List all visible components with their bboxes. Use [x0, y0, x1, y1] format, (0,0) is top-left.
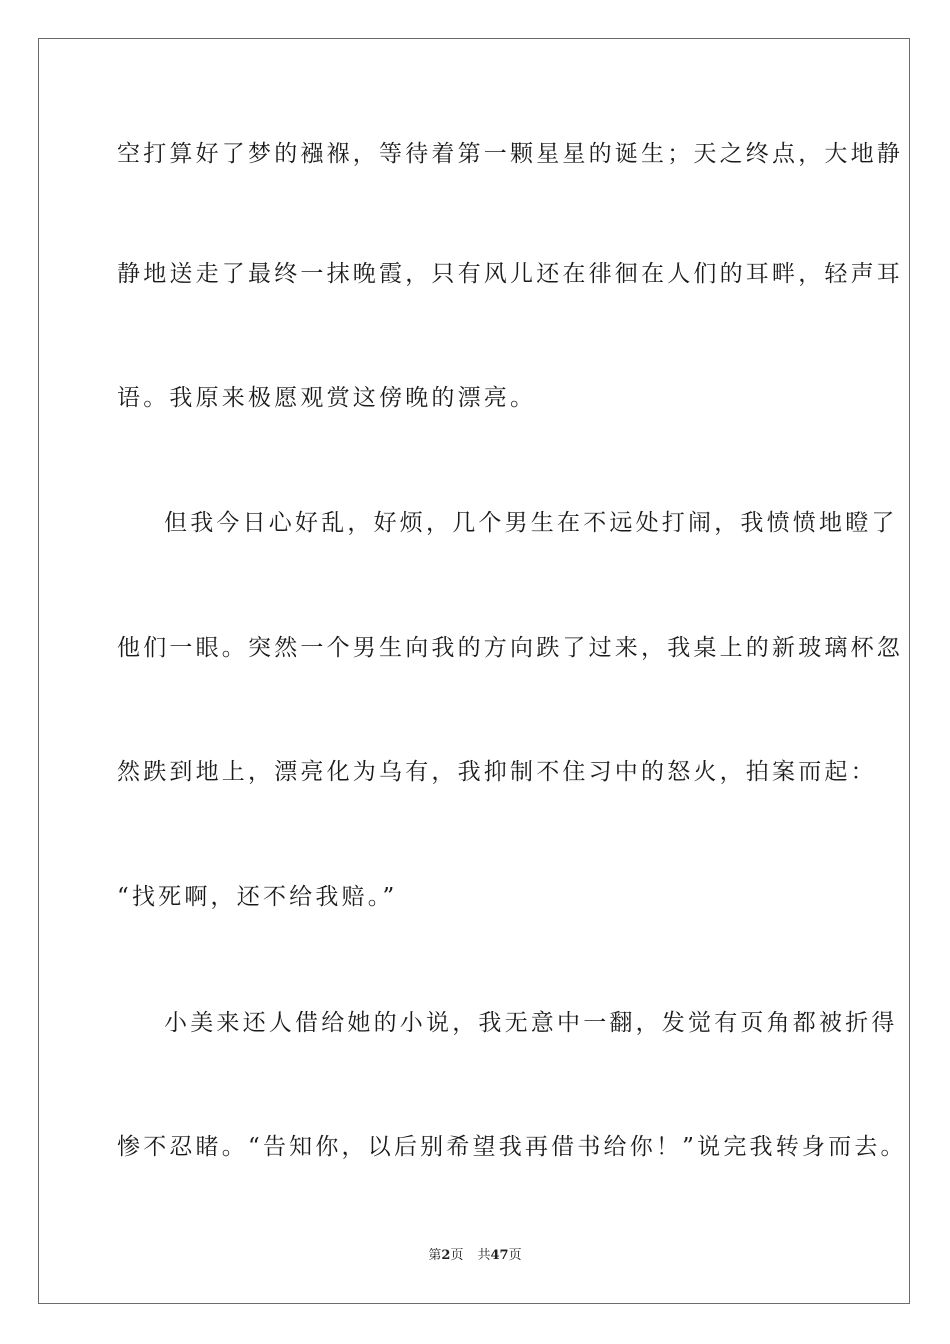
text-line-1: 空打算好了梦的襁褓，等待着第一颗星星的诞生；天之终点，大地静 [117, 141, 903, 167]
text-line-5: 他们一眼。突然一个男生向我的方向跌了过来，我桌上的新玻璃杯忽 [117, 635, 903, 661]
text-line-8: 小美来还人借给她的小说，我无意中一翻，发觉有页角都被折得 [164, 1010, 898, 1036]
text-line-2: 静地送走了最终一抹晚霞，只有风儿还在徘徊在人们的耳畔，轻声耳 [117, 261, 903, 287]
text-line-3: 语。我原来极愿观赏这傍晚的漂亮。 [117, 385, 537, 411]
footer-page-prefix: 第 [428, 1248, 442, 1263]
page-border [38, 38, 910, 1304]
text-line-6: 然跌到地上，漂亮化为乌有，我抑制不住习中的怒火，拍案而起： [117, 759, 877, 785]
text-line-9: 惨不忍睹。“告知你，以后别希望我再借书给你！”说完我转身而去。 [117, 1134, 907, 1160]
footer-page-suffix: 页 [450, 1248, 464, 1263]
footer-total-prefix: 共 [477, 1248, 491, 1263]
text-line-7: “找死啊，还不给我赔。” [117, 884, 398, 910]
footer-page-number: 2 [441, 1248, 451, 1263]
footer-total-suffix: 页 [508, 1248, 522, 1263]
text-line-4: 但我今日心好乱，好烦，几个男生在不远处打闹，我愤愤地瞪了 [164, 510, 898, 536]
footer-total-pages: 47 [490, 1248, 509, 1263]
page-footer [0, 1247, 950, 1265]
